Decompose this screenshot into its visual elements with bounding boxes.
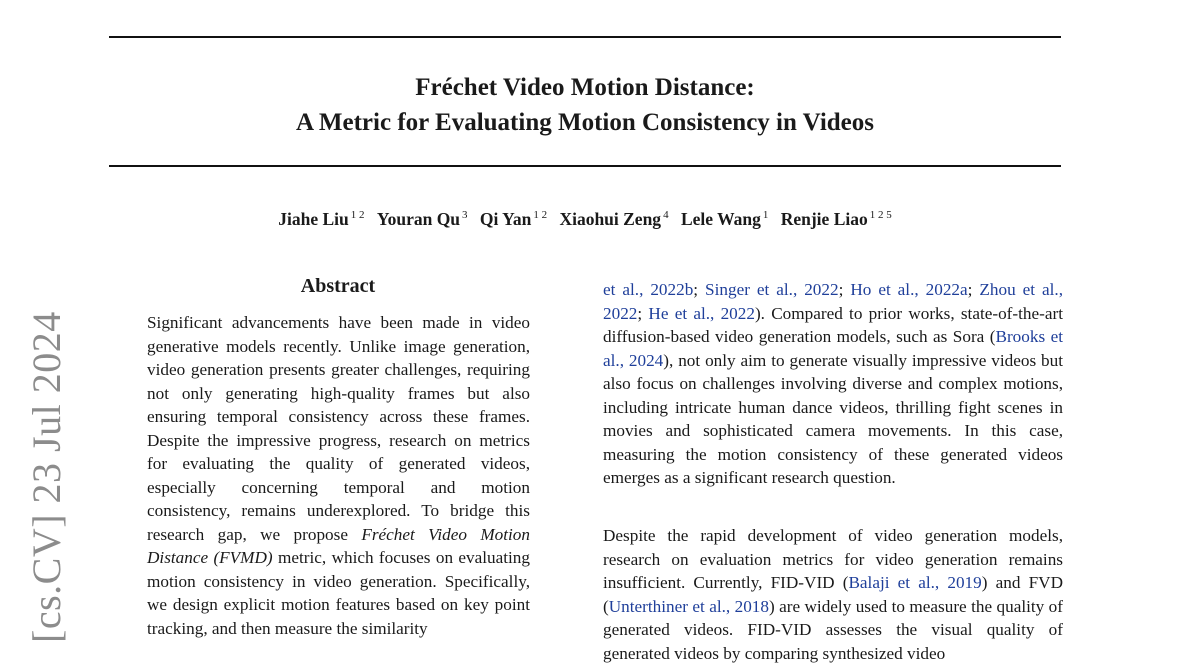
abstract-heading: Abstract — [300, 275, 376, 297]
affiliation-mark: 1 2 5 — [869, 209, 892, 221]
bottom-rule — [109, 165, 1061, 167]
author: Qi Yan $^{1 2}$ — [479, 209, 548, 229]
author: Lele Wang $^1$ — [680, 209, 769, 229]
affiliation-mark: 3 — [462, 209, 468, 221]
arxiv-stamp: [cs.CV] 23 Jul 2024 — [24, 311, 69, 643]
affiliation-mark: 1 — [762, 209, 769, 221]
fvmd-emphasis: Fréchet Video Motion Distance (FVMD) — [147, 524, 530, 567]
author-list — [0, 209, 1170, 230]
citation-link[interactable]: Balaji et al., 2019 — [848, 573, 982, 592]
title-line-2: A Metric for Evaluating Motion Consistency in Videos — [295, 109, 874, 136]
citation-link[interactable]: Singer et al., 2022 — [705, 280, 839, 299]
citation-link[interactable]: He et al., 2022 — [648, 303, 755, 323]
affiliation-mark: 1 2 — [350, 209, 365, 221]
citation-link[interactable]: et al., 2022b — [603, 280, 694, 299]
top-rule — [109, 36, 1061, 38]
abstract-text: Significant advancements have been made in video generative models recently. Unlike image generation, video generation presents greater challenges, requiring not only generating high-quality frames but also ensuring temporal consistency across these frames. Despite the impressive progress, research on metrics for evaluating the quality of generated videos, especially concerning temporal and motion consistency, remains underexplored. To bridge this research gap, we propose Fréchet Video Motion Distance (FVMD) metric, which focuses on evaluating motion consistency in video generation. Specifically, we design explicit motion features based on key point tracking, and then measure the similarity — [147, 313, 530, 638]
intro-paragraph-2: Despite the rapid development of video generation models, research on evaluation metrics for video generation remains insufficient. Currently, FID-VID (Balaji et al., 2019) and FVD (Unterthiner et al., 2018) are widely used to measure the quality of generated videos. FID-VID assesses the visual quality of generated videos by comparing synthesized video — [603, 526, 1063, 663]
intro-paragraph-1: et al., 2022b; Singer et al., 2022; Ho et al., 2022a; Zhou et al., 2022; He et al., 2022). Compared to prior works, state-of-the-art diffusion-based video generation models, such as Sora (Brooks et al., 2024), not only aim to generate visually impressive videos but also focus on challenges involving diverse and complex motions, including intricate human dance videos, thrilling fight scenes in movies and sophisticated camera movements. In this case, measuring the motion consistency of these generated videos emerges as a significant research question. — [603, 280, 1064, 487]
author: Renjie Liao $^{1 2 5}$ — [780, 209, 892, 229]
author: Youran Qu $^3$ — [376, 209, 468, 229]
title-line-1: Fréchet Video Motion Distance: — [415, 74, 755, 101]
paper-title — [0, 70, 1170, 140]
affiliation-mark: 1 2 — [533, 209, 548, 221]
citation-link[interactable]: Unterthiner et al., 2018 — [608, 596, 769, 616]
author: Jiahe Liu $^{1 2}$ — [278, 209, 365, 229]
author: Xiaohui Zeng $^4$ — [559, 209, 669, 229]
citation-link[interactable]: Zhou et al., 2022 — [603, 280, 1064, 323]
affiliation-mark: 4 — [663, 209, 669, 221]
citation-link[interactable]: Ho et al., 2022a — [850, 280, 968, 299]
citation-link[interactable]: Brooks et al., 2024 — [603, 327, 1063, 370]
